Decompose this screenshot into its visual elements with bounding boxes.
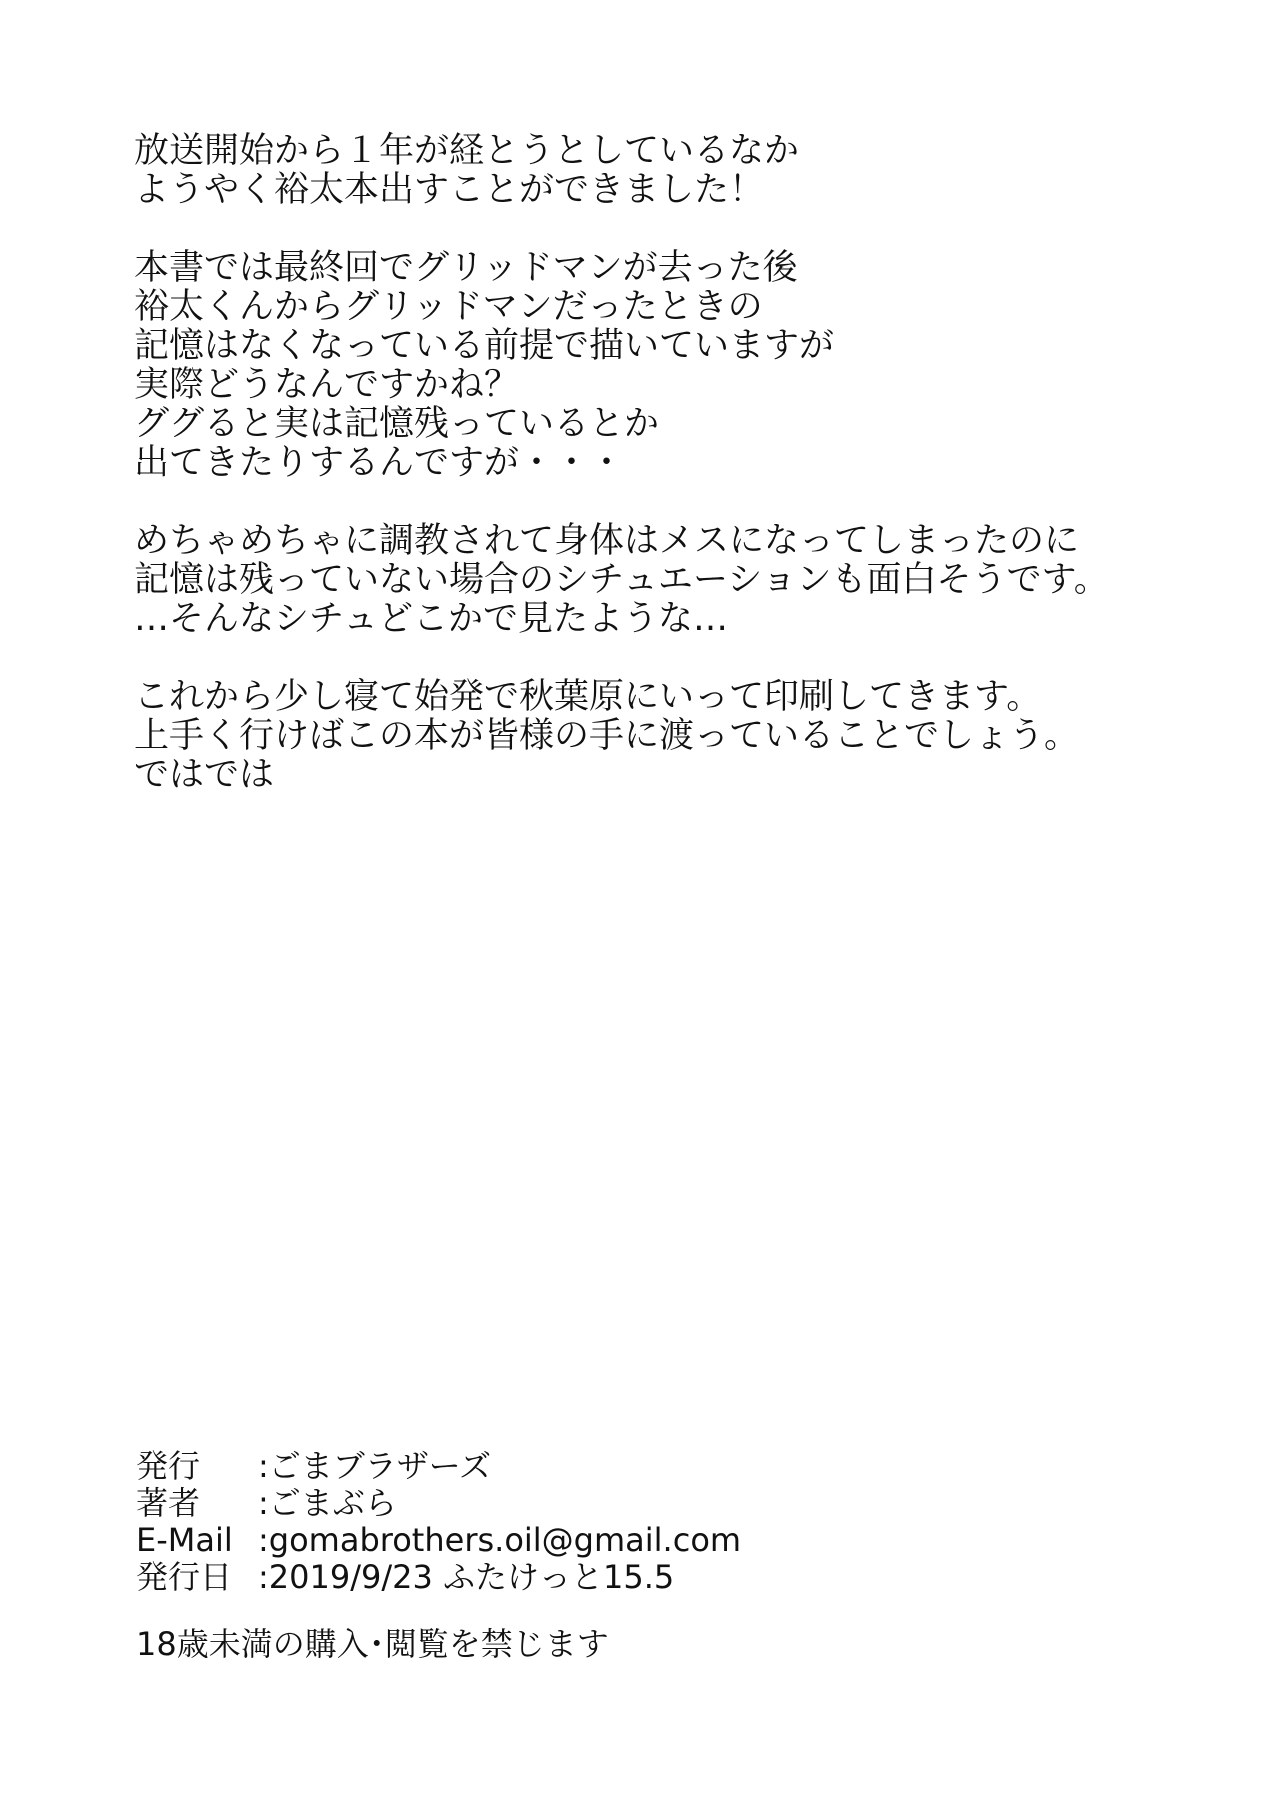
colophon-label: 著者 [136, 1484, 201, 1522]
colophon-label: 発行日 [136, 1558, 233, 1596]
colophon-row-email [136, 1522, 1136, 1559]
age-restriction-notice: 18歳未満の購入･閲覧を禁じます [136, 1625, 609, 1663]
colophon-value: :2019/9/23 ふたけっと15.5 [258, 1558, 675, 1596]
colophon-value: :gomabrothers.oil@gmail.com [258, 1521, 742, 1559]
afterword-line: 放送開始から１年が経とうとしているなか [134, 131, 800, 171]
colophon-value: :ごまぶら [258, 1484, 397, 1522]
afterword-line: 記憶はなくなっている前提で描いていますが [134, 326, 835, 366]
colophon-label: 発行 [136, 1447, 201, 1485]
afterword-line: ようやく裕太本出すことができました！ [134, 170, 765, 210]
afterword-line: 上手く行けばこの本が皆様の手に渡っていることでしょう。 [134, 716, 1080, 756]
afterword-line: これから少し寝て始発で秋葉原にいって印刷してきます。 [134, 677, 1042, 717]
afterword-paragraph-2 [134, 249, 1234, 483]
afterword-line: …そんなシチュどこかで見たような… [134, 599, 728, 639]
colophon-row-publish-date [136, 1559, 1136, 1596]
colophon [136, 1448, 1136, 1596]
afterword-line: 実際どうなんですかね？ [134, 365, 520, 405]
afterword-line: 出てきたりするんですが・・・ [134, 443, 625, 483]
afterword-paragraph-4 [134, 678, 1234, 795]
afterword-line: ググると実は記憶残っているとか [134, 404, 660, 444]
afterword-text [134, 132, 1234, 834]
afterword-paragraph-3 [134, 522, 1234, 639]
afterword-line: 記憶は残っていない場合のシチュエーションも面白そうです。 [134, 560, 1109, 600]
colophon-row-author [136, 1485, 1136, 1522]
colophon-label: E-Mail [136, 1521, 233, 1559]
afterword-line: 本書では最終回でグリッドマンが去った後 [134, 248, 798, 288]
colophon-row-publisher [136, 1448, 1136, 1485]
afterword-line: めちゃめちゃに調教されて身体はメスになってしまったのに [134, 521, 1080, 561]
afterword-line: 裕太くんからグリッドマンだったときの [134, 287, 763, 327]
afterword-paragraph-1 [134, 132, 1234, 210]
afterword-line: ではでは [134, 755, 275, 795]
colophon-value: :ごまブラザーズ [258, 1447, 492, 1485]
